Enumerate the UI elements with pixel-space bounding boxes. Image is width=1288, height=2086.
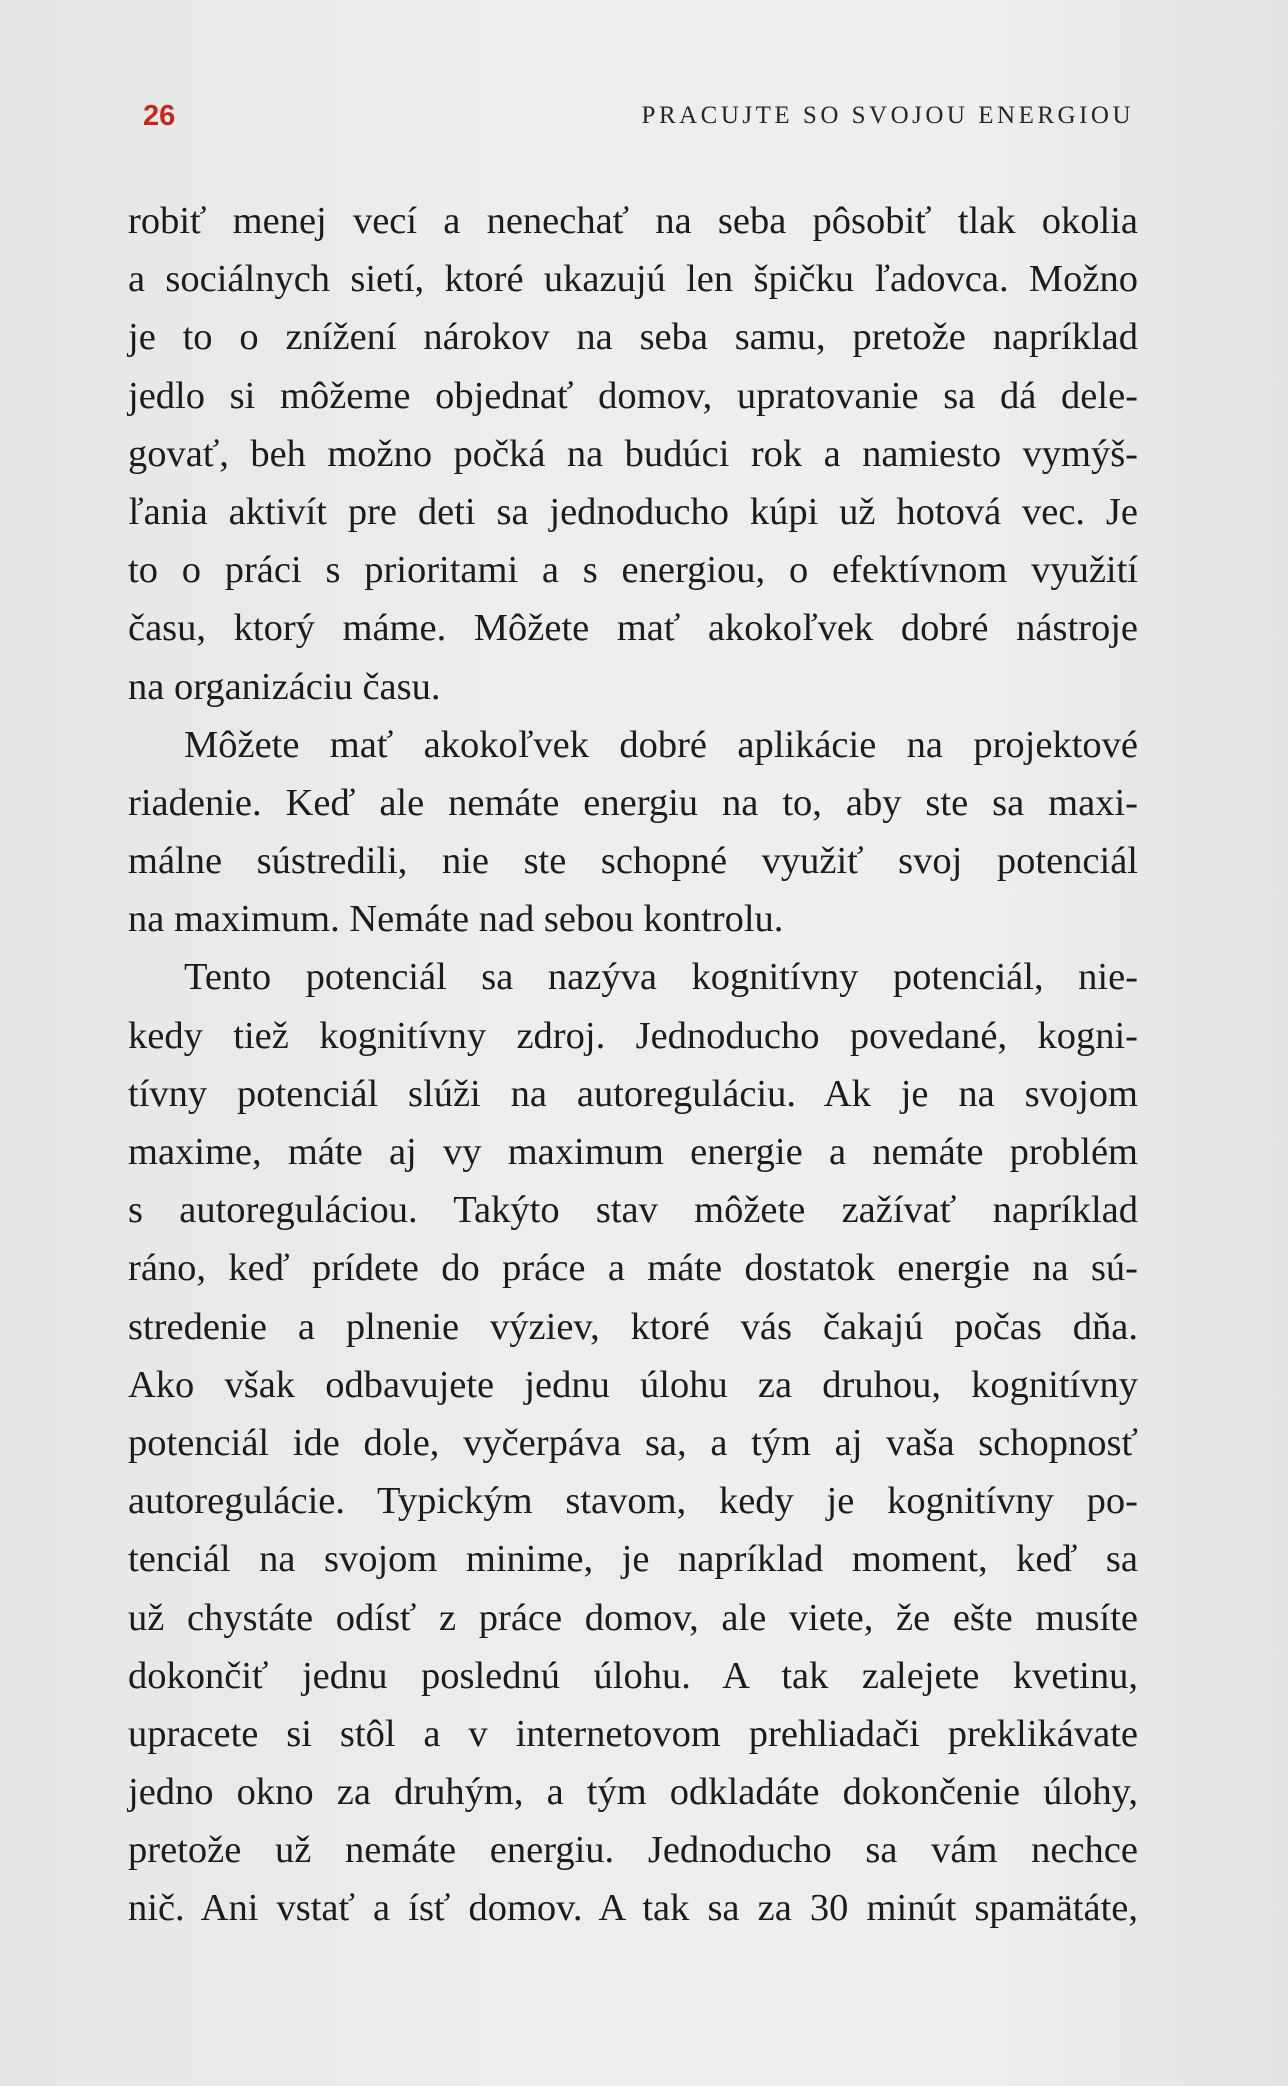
text-line: riadenie. Keď ale nemáte energiu na to, aby ste sa maxi- xyxy=(128,781,1138,824)
running-head: PRACUJTE SO SVOJOU ENERGIOU xyxy=(641,102,1134,129)
text-line: ráno, keď prídete do práce a máte dostatok energie na sú- xyxy=(128,1247,1138,1290)
text-line: autoregulácie. Typickým stavom, kedy je kognitívny po- xyxy=(128,1480,1138,1523)
text-line: času, ktorý máme. Môžete mať akokoľvek dobré nástroje xyxy=(128,607,1138,650)
page-header xyxy=(143,96,1134,136)
text-line: maxime, máte aj vy maximum energie a nemáte problém xyxy=(128,1131,1138,1173)
text-line: jedlo si môžeme objednať domov, upratovanie sa dá dele- xyxy=(128,374,1138,417)
text-line: ľania aktivít pre deti sa jednoducho kúpi už hotová vec. Je xyxy=(128,490,1138,533)
text-line: už chystáte odísť z práce domov, ale viete, že ešte musíte xyxy=(128,1596,1138,1639)
text-line: s autoreguláciou. Takýto stav môžete zažívať napríklad xyxy=(128,1189,1138,1232)
text-line: robiť menej vecí a nenechať na seba pôsobiť tlak okolia xyxy=(128,200,1138,242)
text-line: upracete si stôl a v internetovom prehliadači preklikávate xyxy=(128,1712,1138,1755)
text-line: na organizáciu času. xyxy=(128,665,441,708)
text-line: to o práci s prioritami a s energiou, o efektívnom využití xyxy=(128,549,1138,592)
text-line: Ako však odbavujete jednu úlohu za druhou, kognitívny xyxy=(128,1363,1138,1406)
text-line: kedy tiež kognitívny zdroj. Jednoducho povedané, kogni- xyxy=(128,1014,1138,1057)
text-line: Tento potenciál sa nazýva kognitívny potenciál, nie- xyxy=(184,956,1138,999)
text-line: na maximum. Nemáte nad sebou kontrolu. xyxy=(128,898,784,941)
text-line: govať, beh možno počká na budúci rok a namiesto vymýš- xyxy=(128,432,1138,475)
text-line: jedno okno za druhým, a tým odkladáte dokončenie úlohy, xyxy=(128,1771,1138,1814)
page-number: 26 xyxy=(143,100,176,132)
text-line: dokončiť jednu poslednú úlohu. A tak zalejete kvetinu, xyxy=(128,1654,1138,1697)
text-line: tenciál na svojom minime, je napríklad moment, keď sa xyxy=(128,1538,1138,1581)
text-line: a sociálnych sietí, ktoré ukazujú len špičku ľadovca. Možno xyxy=(128,258,1138,301)
text-line: tívny potenciál slúži na autoreguláciu. Ak je na svojom xyxy=(128,1072,1138,1115)
text-line: málne sústredili, nie ste schopné využiť svoj potenciál xyxy=(128,840,1138,883)
text-line: potenciál ide dole, vyčerpáva sa, a tým aj vaša schopnosť xyxy=(128,1421,1138,1464)
text-line: nič. Ani vstať a ísť domov. A tak sa za 30 minút spamätáte, xyxy=(128,1887,1138,1930)
text-line: je to o znížení nárokov na seba samu, pretože napríklad xyxy=(128,316,1138,359)
text-line: stredenie a plnenie výziev, ktoré vás čakajú počas dňa. xyxy=(128,1305,1138,1348)
text-line: Môžete mať akokoľvek dobré aplikácie na projektové xyxy=(184,723,1138,766)
body-text xyxy=(128,192,1138,1938)
text-line: pretože už nemáte energiu. Jednoducho sa vám nechce xyxy=(128,1829,1138,1872)
